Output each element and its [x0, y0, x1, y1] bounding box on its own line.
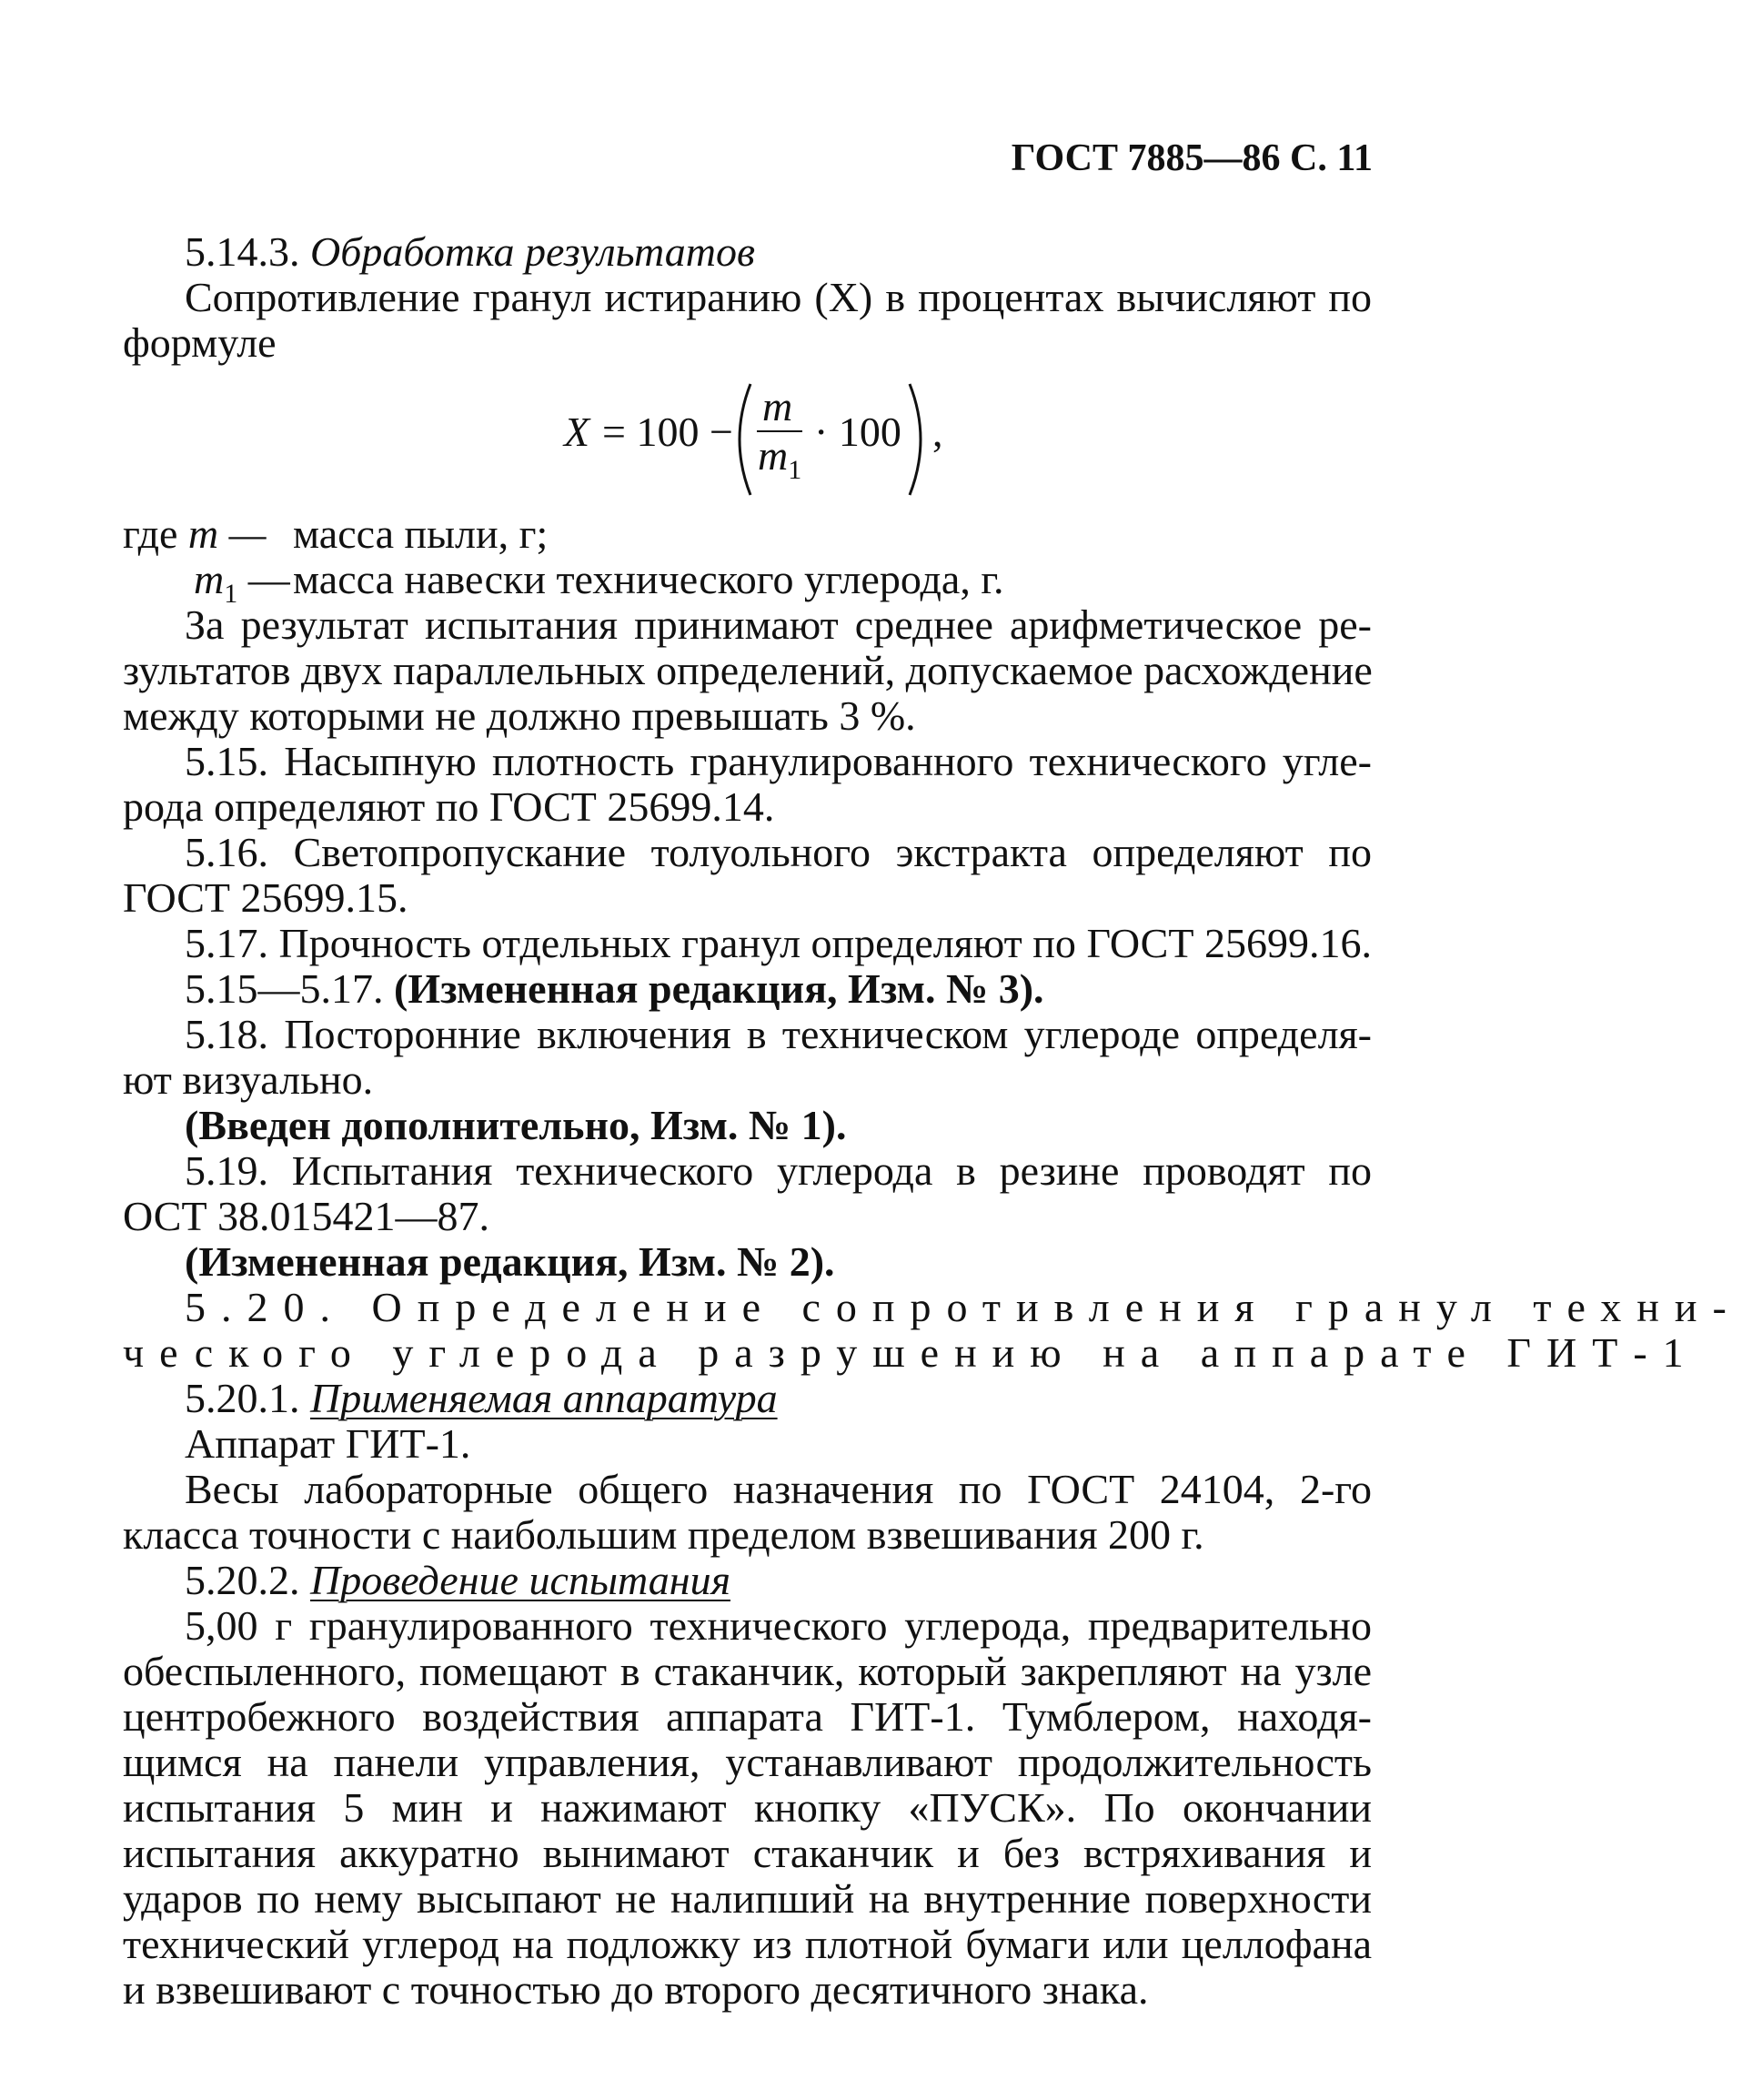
paragraph-line: технический углерод на подложку из плотной бумаги или целлофана	[123, 1921, 1372, 1967]
legend-where: где	[123, 510, 178, 557]
paragraph-line: ГОСТ 25699.15.	[123, 874, 408, 921]
page-header: ГОСТ 7885—86 С. 11	[1011, 137, 1373, 179]
paragraph-line: 5.16. Светопропускание толуольного экстракта определяют по	[185, 829, 1372, 875]
legend-subscript: 1	[224, 579, 238, 609]
formula-multiplier: · 100	[814, 409, 901, 455]
legend-symbol: m —	[187, 510, 267, 557]
paragraph-line: и взвешивают с точностью до второго десятичного знака.	[123, 1966, 1149, 2013]
formula-lhs: X	[564, 409, 590, 455]
section-title: Проведение испытания	[310, 1557, 730, 1603]
paragraph-line: формуле	[123, 319, 277, 366]
paragraph-line: Аппарат ГИТ-1.	[185, 1420, 471, 1467]
section-number: 5.14.3.	[185, 228, 300, 275]
paragraph-line: Весы лабораторные общего назначения по ГОСТ 24104, 2-го	[185, 1466, 1372, 1512]
legend-text: масса навески технического углерода, г.	[293, 556, 1004, 602]
spaced-heading-line: 5.20. Определение сопротивления гранул техни-	[185, 1284, 1742, 1330]
paragraph-line: центробежного воздействия аппарата ГИТ-1. Тумблером, находя-	[123, 1693, 1372, 1740]
paragraph-line: щимся на панели управления, устанавливают продолжительность	[123, 1739, 1372, 1785]
paragraph-line: зультатов двух параллельных определений, допускаемое расхождение	[123, 647, 1373, 693]
paragraph-line: ют визуально.	[123, 1056, 374, 1103]
paragraph-line: За результат испытания принимают среднее арифметическое ре-	[185, 601, 1372, 648]
paragraph-line: испытания 5 мин и нажимают кнопку «ПУСК». По окончании	[123, 1784, 1372, 1831]
legend-text: масса пыли, г;	[293, 510, 549, 557]
denominator-base: m	[758, 432, 789, 479]
spaced-heading-line: ческого углерода разрушению на аппарате ГИТ-1	[123, 1329, 1699, 1376]
paragraph-line: 5.15. Насыпную плотность гранулированного технического угле-	[185, 738, 1372, 784]
paragraph-line: класса точности с наибольшим пределом взвешивания 200 г.	[123, 1511, 1204, 1558]
paragraph-line: Сопротивление гранул истиранию (X) в процентах вычисляют по	[185, 274, 1372, 320]
formula-x	[564, 380, 946, 499]
paragraph-line: 5.17. Прочность отдельных гранул определяют по ГОСТ 25699.16.	[185, 920, 1372, 966]
paragraph-line: 5,00 г гранулированного технического углерода, предварительно	[185, 1602, 1372, 1649]
formula-equals: = 100 −	[602, 409, 733, 455]
paragraph-line: 5.18. Посторонние включения в техническом углероде определя-	[185, 1011, 1372, 1057]
legend-dash: —	[247, 556, 290, 602]
paragraph-line: между которыми не должно превышать 3 %.	[123, 692, 916, 739]
section-number: 5.20.2.	[185, 1557, 300, 1603]
amendment-note: (Введен дополнительно, Изм. № 1).	[185, 1102, 847, 1148]
paragraph-line: ОСТ 38.015421—87.	[123, 1193, 490, 1239]
subsection-heading	[185, 1556, 730, 1605]
formula-numerator: m	[762, 383, 793, 429]
section-title: Применяемая аппаратура	[310, 1375, 778, 1421]
denominator-subscript: 1	[788, 455, 802, 485]
paragraph-line: 5.19. Испытания технического углерода в резине проводят по	[185, 1147, 1372, 1194]
section-title: Обработка результатов	[310, 228, 755, 275]
amendment-note: (Измененная редакция, Изм. № 2).	[185, 1238, 835, 1285]
paragraph-line: испытания аккуратно вынимают стаканчик и без встряхивания и	[123, 1830, 1372, 1876]
legend-symbol: m	[194, 556, 225, 602]
formula-denominator	[758, 431, 801, 486]
legend-line-m	[123, 510, 267, 559]
paragraph-line: рода определяют по ГОСТ 25699.14.	[123, 783, 775, 830]
amendment-note: (Измененная редакция, Изм. № 3).	[394, 965, 1044, 1012]
left-paren-icon	[723, 380, 760, 499]
right-paren-icon	[901, 380, 937, 499]
amendment-line	[185, 964, 1044, 1014]
subsection-heading	[185, 1374, 778, 1423]
section-number: 5.15—5.17.	[185, 965, 384, 1012]
paragraph-line: обеспыленного, помещают в стаканчик, который закрепляют на узле	[123, 1648, 1372, 1694]
section-5-14-3-heading	[185, 227, 755, 277]
section-number: 5.20.1.	[185, 1375, 300, 1421]
formula-comma: ,	[932, 409, 943, 455]
paragraph-line: ударов по нему высыпают не налипший на внутренние поверхности	[123, 1875, 1372, 1922]
